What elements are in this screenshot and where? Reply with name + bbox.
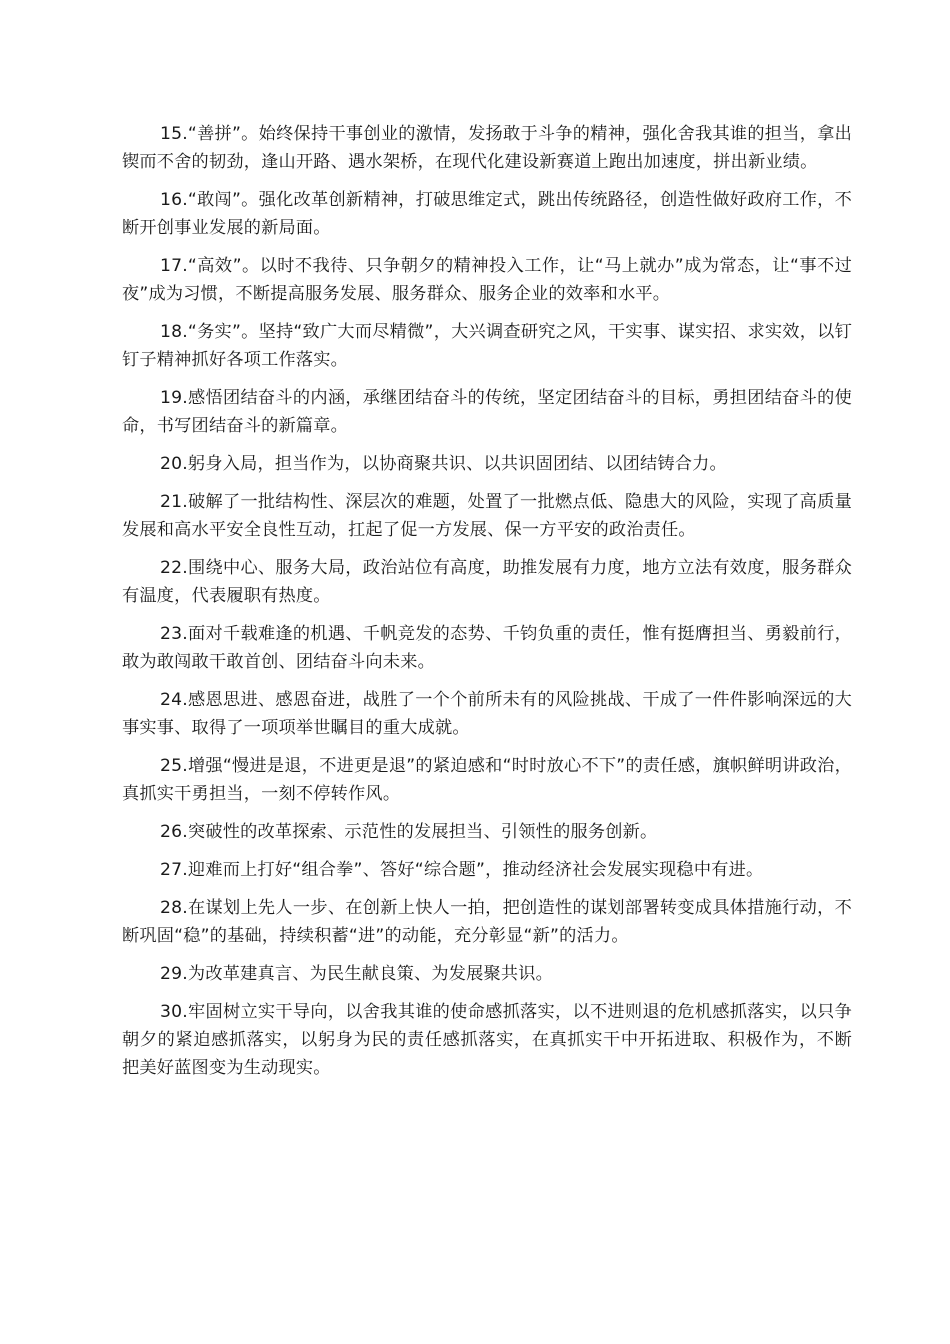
paragraph-30: 30.牢固树立实干导向，以舍我其谁的使命感抓落实，以不进则退的危机感抓落实，以只争朝夕的紧迫感抓落实，以躬身为民的责任感抓落实，在真抓实干中开拓进取、积极作为，不断把美好蓝图变为生动现实。 bbox=[122, 1002, 852, 1078]
paragraph-17: 17.“高效”。以时不我待、只争朝夕的精神投入工作，让“马上就办”成为常态，让“事不过夜”成为习惯，不断提高服务发展、服务群众、服务企业的效率和水平。 bbox=[122, 256, 852, 304]
paragraph-22: 22.围绕中心、服务大局，政治站位有高度，助推发展有力度，地方立法有效度，服务群众有温度，代表履职有热度。 bbox=[122, 558, 852, 606]
paragraph-28: 28.在谋划上先人一步、在创新上快人一拍，把创造性的谋划部署转变成具体措施行动，不断巩固“稳”的基础，持续积蓄“进”的动能，充分彰显“新”的活力。 bbox=[122, 898, 852, 946]
paragraph-26: 26.突破性的改革探索、示范性的发展担当、引领性的服务创新。 bbox=[160, 822, 658, 842]
paragraph-25: 25.增强“慢进是退，不进更是退”的紧迫感和“时时放心不下”的责任感，旗帜鲜明讲政治，真抓实干勇担当，一刻不停转作风。 bbox=[122, 756, 852, 804]
paragraph-15: 15.“善拼”。始终保持干事创业的激情，发扬敢于斗争的精神，强化舍我其谁的担当，拿出锲而不舍的韧劲，逢山开路、遇水架桥，在现代化建设新赛道上跑出加速度，拼出新业绩。 bbox=[122, 124, 852, 172]
paragraph-16: 16.“敢闯”。强化改革创新精神，打破思维定式，跳出传统路径，创造性做好政府工作，不断开创事业发展的新局面。 bbox=[122, 190, 852, 238]
paragraph-24: 24.感恩思进、感恩奋进，战胜了一个个前所未有的风险挑战、干成了一件件影响深远的大事实事、取得了一项项举世瞩目的重大成就。 bbox=[122, 690, 852, 738]
document-page bbox=[122, 120, 852, 1092]
paragraph-19: 19.感悟团结奋斗的内涵，承继团结奋斗的传统，坚定团结奋斗的目标，勇担团结奋斗的使命，书写团结奋斗的新篇章。 bbox=[122, 388, 852, 436]
paragraph-21: 21.破解了一批结构性、深层次的难题，处置了一批燃点低、隐患大的风险，实现了高质量发展和高水平安全良性互动，扛起了促一方发展、保一方平安的政治责任。 bbox=[122, 492, 852, 540]
paragraph-20: 20.躬身入局，担当作为，以协商聚共识、以共识固团结、以团结铸合力。 bbox=[160, 454, 727, 474]
paragraph-27: 27.迎难而上打好“组合拳”、答好“综合题”，推动经济社会发展实现稳中有进。 bbox=[160, 860, 764, 880]
paragraph-23: 23.面对千载难逢的机遇、千帆竞发的态势、千钧负重的责任，惟有挺膺担当、勇毅前行，敢为敢闯敢干敢首创、团结奋斗向未来。 bbox=[122, 624, 852, 672]
paragraph-18: 18.“务实”。坚持“致广大而尽精微”，大兴调查研究之风，干实事、谋实招、求实效，以钉钉子精神抓好各项工作落实。 bbox=[122, 322, 852, 370]
paragraph-29: 29.为改革建真言、为民生献良策、为发展聚共识。 bbox=[160, 964, 554, 984]
